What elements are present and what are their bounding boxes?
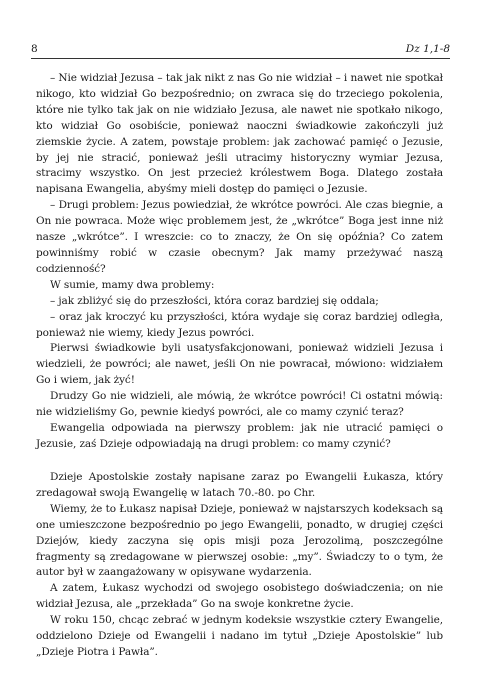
running-header-reference: Dz 1,1-8 (405, 43, 450, 55)
paragraph: A zatem, Łukasz wychodzi od swojego osobistego doświadczenia; on nie widział Jezusa, ale „przekłada” Go na swoje konkretne życie. (36, 582, 443, 611)
body-section-2 (36, 470, 443, 661)
paragraph: Pierwsi świadkowie byli usatysfakcjonowani, ponieważ widzieli Jezusa i wiedzieli, że powróci; ale nawet, jeśli On nie powracał, mówiono: widziałem Go i wiem, jak żyć! (36, 342, 443, 387)
paragraph: W sumie, mamy dwa problemy: (50, 278, 215, 291)
paragraph: Ewangelia odpowiada na pierwszy problem: jak nie utracić pamięci o Jezusie, zaś Dzieje odpowiadają na drugi problem: co mamy czynić? (36, 421, 443, 450)
paragraph: – jak zbliżyć się do przeszłości, która coraz bardziej się oddala; (50, 294, 379, 307)
paragraph: – oraz jak kroczyć ku przyszłości, która wydaje się coraz bardziej odległa, ponieważ nie wiemy, kiedy Jezus powróci. (36, 310, 443, 339)
paragraph: W roku 150, chcąc zebrać w jednym kodeksie wszystkie cztery Ewangelie, oddzielono Dzieje od Ewangelii i nadano im tytuł „Dzieje Apostolskie” lub „Dzieje Piotra i Pawła”. (36, 614, 443, 658)
page-number: 8 (31, 43, 38, 55)
header-rule (31, 58, 450, 59)
paragraph: Wiemy, że to Łukasz napisał Dzieje, ponieważ w najstarszych kodeksach są one umieszczone bezpośrednio po jego Ewangelii, ponadto, w drugiej części Dziejów, kiedy zaczyna się opis misji poza Jerozolimą, poszczególne fragmenty są zredagowane w pierwszej osobie: „my”. Świadczy to o tym, że autor był w zaangażowany w opisywane wydarzenia. (36, 502, 443, 579)
paragraph: – Nie widział Jezusa – tak jak nikt z nas Go nie widział – i nawet nie spotkał nikogo, kto widział Go bezpośrednio; on zwraca się do trzeciego pokolenia, które nie tylko tak jak on nie widziało Jezusa, ale nawet nie spotkało nikogo, kto widział Go osobiście, ponieważ naoczni świadkowie zakończyli już ziemskie życie. A zatem, powstaje problem: jak zachować pamięć o Jezusie, by jej nie stracić, ponieważ jeśli utracimy historyczny wymiar Jezusa, stracimy wszystko. On jest przecież królestwem Boga. Dlatego została napisana Ewangelia, abyśmy mieli dostęp do pamięci o Jezusie. (36, 72, 443, 196)
paragraph: Drudzy Go nie widzieli, ale mówią, że wkrótce powróci! Ci ostatni mówią: nie widzieliśmy Go, pewnie kiedyś powróci, ale co mamy czynić teraz? (36, 390, 443, 419)
paragraph: Dzieje Apostolskie zostały napisane zaraz po Ewangelii Łukasza, który zredagował swoją Ewangelię w latach 70.-80. po Chr. (36, 471, 443, 499)
paragraph: – Drugi problem: Jezus powiedział, że wkrótce powróci. Ale czas biegnie, a On nie powraca. Może więc problemem jest, że „wkrótce” Boga jest inne niż nasze „wkrótce”. I wreszcie: co to znaczy, że On się opóźnia? Co zatem powinniśmy robić w czasie obecnym? Jak mamy przeżywać naszą codzienność? (36, 199, 443, 275)
body-section-1 (36, 71, 443, 453)
